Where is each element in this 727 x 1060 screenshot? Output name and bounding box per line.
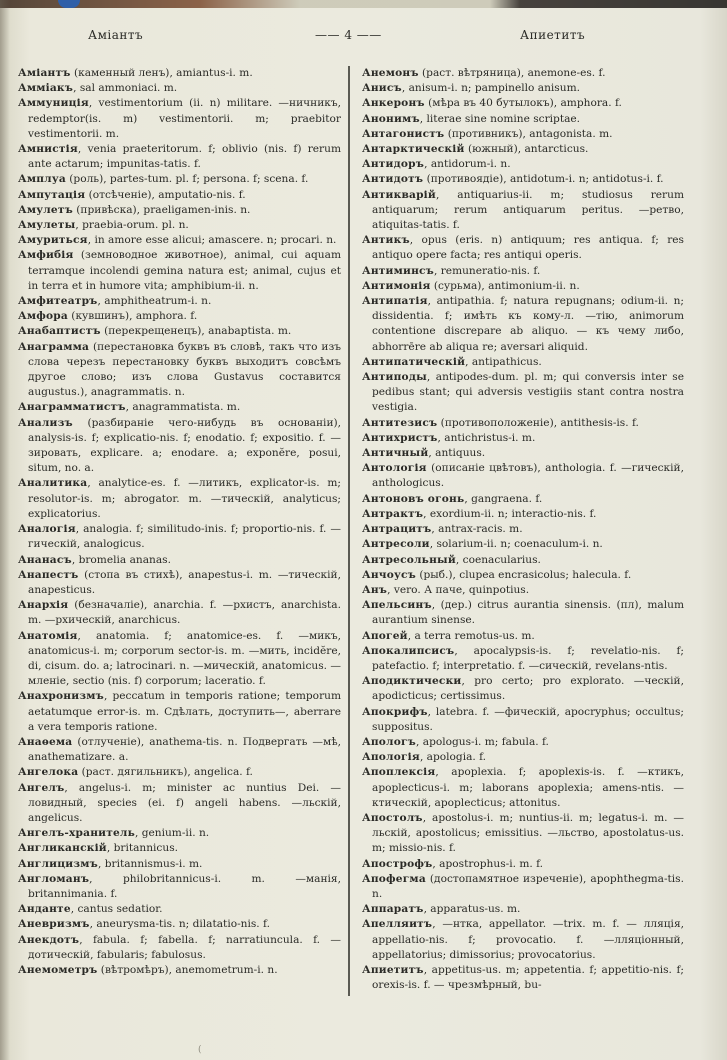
dictionary-entry: [362, 233, 684, 263]
dictionary-entry: [362, 81, 684, 96]
entry-headword: Апоплексія: [362, 766, 436, 779]
entry-headword: Античный: [362, 447, 429, 460]
dictionary-entry: [362, 553, 684, 568]
entry-definition: , antichristus-i. m.: [437, 431, 536, 444]
entry-headword: Анаѳема: [18, 735, 73, 748]
dictionary-entry: [362, 629, 684, 644]
entry-definition: (вѣтромѣръ), anemometrum-i. n.: [97, 963, 278, 976]
dictionary-entry: [18, 248, 341, 294]
entry-headword: Апологія: [362, 751, 420, 764]
entry-headword: Анапестъ: [18, 568, 79, 581]
entry-definition: (отлученіе), anathema-tis. n. Подвергать —мѣ, anathematizare. a.: [28, 735, 341, 764]
entry-definition: , britannismus-i. m.: [97, 857, 203, 870]
entry-headword: Антиминсъ: [362, 264, 434, 277]
entry-definition: , sal ammoniaci. m.: [73, 82, 178, 95]
dictionary-entry: [18, 309, 341, 324]
entry-definition: , gangraena. f.: [464, 492, 543, 505]
entry-headword: Антикварій: [362, 188, 436, 201]
entry-definition: (земноводное животное), animal, cui aquam terramque incolendi gemina natura est; animal, cujus et in terra et in humore vita; amphibium-ii. n.: [28, 249, 341, 292]
dictionary-entry: [362, 644, 684, 674]
entry-definition: , antiquarius-ii. m; studiosus rerum antiquarum; rerum antiquarum peritus. —ретво, atiquitas-tatis. f.: [372, 188, 684, 232]
dictionary-entry: [18, 324, 341, 339]
entry-definition: (достопамятное изреченіе), apophthegma-tis. n.: [372, 872, 684, 900]
entry-definition: , apocalypsis-is. f; revelatio-nis. f; patefactio. f; interpretatio. f. —сическій, revelans-ntis.: [372, 644, 684, 672]
dictionary-entry: [18, 781, 341, 827]
entry-definition: , antrax-racis. m.: [431, 523, 523, 536]
entry-headword: Антидотъ: [362, 173, 424, 186]
entry-headword: Амуриться: [18, 234, 88, 247]
entry-headword: Антипатія: [362, 295, 428, 308]
dictionary-entry: [18, 917, 341, 932]
dictionary-entry: [18, 66, 341, 81]
dictionary-entry: [362, 172, 684, 187]
entry-definition: , exordium-ii. n; interactio-nis. f.: [423, 507, 597, 520]
entry-headword: Ананасъ: [18, 553, 72, 566]
entry-headword: Анкеронъ: [362, 97, 425, 110]
entry-headword: Анекдотъ: [18, 933, 80, 946]
entry-definition: (привѣска), praeligamen-inis. n.: [72, 203, 251, 216]
entry-definition: (роль), partes-tum. pl. f; persona. f; scena. f.: [65, 173, 309, 186]
entry-definition: , apostrophus-i. m. f.: [432, 857, 544, 870]
entry-headword: Анаграмматистъ: [18, 401, 126, 414]
dictionary-entry: [362, 917, 684, 963]
entry-definition: , apoplexia. f; apoplexis-is. f. —ктикъ, apoplecticus-i. m; laborans apoplexia; amens-ntis. — ктическій, apoplecticus; attonitus.: [372, 766, 684, 809]
dictionary-entry: [18, 933, 341, 963]
entry-definition: , apparatus-us. m.: [423, 903, 521, 916]
right-column: [362, 66, 684, 993]
entry-definition: , amphitheatrum-i. n.: [97, 295, 212, 308]
entry-definition: , —нтка, appellator. —trix. m. f. — лляція, appellatio-nis. f; provocatio. f. —лляціонный, appellatorius; dimissorius; provocatorius.: [372, 918, 684, 961]
entry-headword: Анемонъ: [362, 67, 419, 79]
entry-headword: Ангелока: [18, 766, 79, 779]
entry-headword: Англицизмъ: [18, 857, 98, 870]
entry-headword: Амнистія: [18, 143, 78, 156]
entry-definition: (противоядіе), antidotum-i. n; antidotus-i. f.: [423, 173, 664, 186]
entry-headword: Апокалипсисъ: [362, 644, 455, 657]
entry-headword: Апофегма: [362, 872, 426, 885]
entry-headword: Антикъ: [362, 234, 410, 247]
dictionary-entry: [18, 172, 341, 187]
entry-headword: Апологъ: [362, 735, 417, 748]
entry-definition: , praebia-orum. pl. n.: [75, 219, 189, 232]
entry-headword: Англоманъ: [18, 872, 90, 885]
dictionary-entry: [18, 340, 341, 401]
entry-definition: , anisum-i. n; pampinello anisum.: [401, 82, 580, 95]
dictionary-entry: [18, 203, 341, 218]
entry-definition: (южный), antarcticus.: [464, 143, 589, 156]
entry-definition: , apostolus-i. m; nuntius-ii. m; legatus-i. m. —льскій, apostolicus; emissitius. —льство, apostolatus-us. m; missio-nis. f.: [372, 811, 684, 855]
entry-definition: , analogia. f; similitudo-inis. f; proportio-nis. f. —гическій, analogicus.: [28, 523, 341, 551]
entry-headword: Апельсинъ: [362, 599, 432, 612]
dictionary-entry: [18, 416, 341, 477]
entry-definition: , solarium-ii. n; coenaculum-i. n.: [429, 538, 603, 551]
dictionary-entry: [362, 355, 684, 370]
entry-definition: , vero. А паче, quinpotius.: [387, 583, 530, 596]
entry-definition: , fabula. f; fabella. f; narratiuncula. f. —дотическій, fabularis; fabulosus.: [28, 933, 341, 961]
dictionary-entry: [362, 96, 684, 111]
dictionary-entry: [362, 461, 684, 491]
entry-headword: Анчоусъ: [362, 568, 416, 581]
dictionary-entry: [362, 264, 684, 279]
entry-headword: Англиканскій: [18, 842, 107, 855]
entry-definition: , peccatum in temporis ratione; temporum aetatumque error-is. m. Сдѣлать, доступить—, aberrare a vera temporis ratione.: [28, 690, 341, 733]
entry-definition: , analytice-es. f. —литикъ, explicator-is. m; resolutor-is. m; abrogator. m. —тическій, analyticus; explicatorius.: [28, 477, 341, 520]
dictionary-entry: [362, 492, 684, 507]
dictionary-entry: [362, 522, 684, 537]
entry-headword: Аневризмъ: [18, 918, 90, 931]
entry-definition: , pro certo; pro explorato. —ческій, apodicticus; certissimus.: [372, 675, 684, 703]
entry-definition: (стопа въ стихѣ), anapestus-i. m. —тическій, anapesticus.: [28, 568, 341, 596]
entry-definition: , opus (eris. n) antiquum; res antiqua. f; res antiquo opere facta; res antiqui operis.: [372, 234, 684, 262]
entry-headword: Антиподы: [362, 371, 427, 384]
entry-headword: Ангелъ-хранитель: [18, 827, 135, 840]
entry-definition: , antipathia. f; natura repugnans; odium-ii. n; dissidentia. f; имѣть къ кому-л. —тію, animorum contentione discrepare ab aliquo. — къ чему либо, abhorrēre ab aliqua re; aversari aliquid.: [372, 295, 684, 353]
dictionary-entry: [18, 522, 341, 552]
dictionary-entry: [18, 689, 341, 735]
dictionary-entry: [362, 765, 684, 811]
entry-definition: , antipathicus.: [465, 355, 542, 368]
dictionary-entry: [362, 279, 684, 294]
dictionary-entry: [18, 841, 341, 856]
entry-headword: Аммiакъ: [18, 82, 74, 95]
entry-headword: Апелляитъ: [362, 918, 433, 931]
dictionary-entry: [362, 370, 684, 416]
entry-headword: Амфитеатръ: [18, 295, 98, 308]
dictionary-entry: [18, 826, 341, 841]
dictionary-entry: [362, 507, 684, 522]
entry-definition: (кувшинъ), amphora. f.: [67, 310, 198, 323]
entry-headword: Амулеты: [18, 219, 76, 232]
entry-definition: , antipodes-dum. pl. m; qui conversis inter se pedibus stant; qui adversis vestigiis stant contra nostra vestigia.: [372, 371, 684, 414]
entry-definition: , cantus sedatior.: [70, 903, 163, 916]
dictionary-entry: [362, 811, 684, 857]
entry-headword: Анализъ: [18, 416, 73, 429]
entry-definition: (разбираніе чего-нибудь въ основаніи), analysis-is. f; explicatio-nis. f; enodatio. f; expositio. f. —зировать, explicare. a; enodare. a; exponĕre, posui, situm, no. a.: [28, 416, 341, 475]
entry-definition: , anatomia. f; anatomice-es. f. —микъ, anatomicus-i. m; corporum sector-is. m. —мить, incidĕre, di, cisum. do. a; latrocinari. n. —мическій, anatomicus. —мленіе, sectio (nis. f) corporum; laceratio. f.: [28, 629, 341, 688]
entry-definition: , literae sine nomine scriptae.: [419, 112, 581, 125]
entry-headword: Анисъ: [362, 82, 402, 95]
entry-headword: Антрацитъ: [362, 523, 432, 536]
entry-headword: Аппаратъ: [362, 903, 424, 916]
entry-headword: Анабаптистъ: [18, 325, 101, 338]
left-column: [18, 66, 341, 978]
footer-mark: (: [198, 1045, 202, 1055]
entry-definition: , appetitus-us. m; appetentia. f; appetitio-nis. f; orexis-is. f. — чрезмѣрный, bu-: [372, 963, 684, 992]
entry-definition: , angelus-i. m; minister ac nuntius Dei. —ловидный, species (ei. f) angeli habens. —льскій, angelicus.: [28, 781, 341, 824]
entry-headword: Аподиктически: [362, 675, 462, 688]
dictionary-entry: [18, 142, 341, 172]
dictionary-entry: [362, 446, 684, 461]
entry-definition: , britannicus.: [106, 842, 178, 855]
dictionary-entry: [18, 233, 341, 248]
binding-shadow: [0, 0, 10, 1060]
entry-headword: Амфора: [18, 310, 68, 323]
entry-definition: (перекрещенецъ), anabaptista. m.: [100, 325, 292, 338]
dictionary-entry: [362, 431, 684, 446]
entry-definition: , venia praeteritorum. f; oblivio (nis. f) rerum ante actarum; impunitas-tatis. f.: [28, 143, 341, 171]
dictionary-entry: [18, 872, 341, 902]
entry-headword: Амулетъ: [18, 203, 73, 216]
dictionary-entry: [18, 598, 341, 628]
entry-headword: Анархія: [18, 599, 69, 612]
entry-headword: Анатомія: [18, 629, 78, 642]
dictionary-entry: [18, 857, 341, 872]
entry-definition: , a terra remotus-us. m.: [407, 629, 535, 642]
dictionary-entry: [362, 674, 684, 704]
dictionary-entry: [18, 400, 341, 415]
dictionary-entry: [18, 218, 341, 233]
dictionary-entry: [362, 857, 684, 872]
entry-headword: Амфибія: [18, 249, 74, 262]
dictionary-entry: [18, 294, 341, 309]
dictionary-entry: [362, 127, 684, 142]
entry-definition: , bromelia ananas.: [71, 553, 171, 566]
entry-headword: Анахронизмъ: [18, 690, 104, 703]
dictionary-entry: [362, 902, 684, 917]
dictionary-entry: [362, 157, 684, 172]
entry-headword: Антидоръ: [362, 158, 425, 171]
entry-headword: Антихристъ: [362, 431, 438, 444]
entry-headword: Амплуа: [18, 173, 66, 186]
entry-definition: , aneurysma-tis. n; dilatatio-nis. f.: [89, 918, 270, 931]
entry-headword: Аналитика: [18, 477, 88, 490]
entry-headword: Апокрифъ: [362, 705, 428, 718]
entry-headword: Анаграмма: [18, 340, 90, 353]
entry-headword: Анонимъ: [362, 112, 420, 125]
entry-definition: (описаніе цвѣтовъ), anthologia. f. —гическій, anthologicus.: [372, 462, 684, 490]
entry-headword: Анъ: [362, 583, 388, 596]
running-header: [0, 28, 727, 48]
dictionary-entry: [18, 568, 341, 598]
dictionary-entry: [362, 537, 684, 552]
entry-definition: , genium-ii. n.: [134, 827, 210, 840]
entry-definition: (противоположеніе), antithesis-is. f.: [437, 416, 639, 429]
dictionary-entry: [362, 416, 684, 431]
dictionary-entry: [362, 735, 684, 750]
entry-headword: Антарктическій: [362, 143, 465, 156]
dictionary-entry: [362, 583, 684, 598]
entry-headword: Апостолъ: [362, 811, 423, 824]
entry-headword: Антоновъ огонь: [362, 492, 465, 505]
dictionary-entry: [362, 598, 684, 628]
entry-definition: , in amore esse alicui; amascere. n; procari. n.: [87, 234, 337, 247]
dictionary-entry: [362, 705, 684, 735]
entry-definition: , coenacularius.: [455, 553, 541, 566]
dictionary-entry: [362, 66, 684, 81]
entry-definition: , vestimentorium (ii. n) militare. —ничникъ, redemptor(is. m) vestimentorii. m; praebitor vestimentorii. m.: [28, 97, 341, 140]
entry-definition: , antidorum-i. n.: [424, 158, 511, 171]
dictionary-entry: [18, 902, 341, 917]
entry-headword: Анданте: [18, 903, 71, 916]
dictionary-entry: [362, 112, 684, 127]
dictionary-entry: [18, 96, 341, 142]
left-running-head: Аміантъ: [88, 28, 144, 42]
entry-headword: Аммуниція: [18, 97, 89, 110]
entry-definition: (безначаліе), anarchia. f. —рхистъ, anarchista. m. —рхическій, anarchicus.: [28, 599, 341, 627]
entry-headword: Апиетитъ: [362, 963, 424, 976]
entry-headword: Апогей: [362, 629, 408, 642]
dictionary-entry: [362, 750, 684, 765]
entry-headword: Ампутація: [18, 188, 86, 201]
entry-definition: , antiquus.: [428, 447, 486, 460]
entry-definition: , philobritannicus-i. m. —манія, britannimania. f.: [28, 872, 341, 900]
page-number: —— 4 ——: [315, 28, 382, 42]
entry-headword: Антагонистъ: [362, 127, 445, 140]
entry-definition: (раст. вѣтряница), anemone-es. f.: [418, 67, 606, 79]
dictionary-entry: [18, 188, 341, 203]
entry-definition: (каменный ленъ), amiantus-i. m.: [70, 67, 253, 79]
dictionary-entry: [362, 568, 684, 583]
entry-definition: (перестановка буквъ въ словѣ, такъ что изъ слова черезъ перестановку буквъ выходитъ совсѣмъ другое слово; изъ слова Gustavus составится augustus.), anagrammatis. n.: [28, 340, 341, 399]
entry-definition: (противникъ), antagonista. m.: [444, 127, 613, 140]
dictionary-entry: [362, 294, 684, 355]
entry-definition: , remuneratio-nis. f.: [434, 264, 541, 277]
dictionary-entry: [18, 765, 341, 780]
entry-headword: Антресоли: [362, 538, 430, 551]
dictionary-entry: [362, 963, 684, 993]
dictionary-entry: [18, 476, 341, 522]
entry-definition: (рыб.), clupea encrasicolus; halecula. f.: [415, 568, 632, 581]
dictionary-entry: [362, 142, 684, 157]
column-divider: [348, 66, 350, 996]
entry-definition: , anagrammatista. m.: [125, 401, 241, 414]
entry-headword: Анемометръ: [18, 963, 98, 976]
entry-definition: (сурьма), antimonium-ii. n.: [430, 279, 580, 292]
entry-definition: (мѣра въ 40 бутылокъ), amphora. f.: [424, 97, 622, 110]
entry-definition: , apologia. f.: [419, 751, 487, 764]
entry-headword: Аналогія: [18, 523, 76, 536]
entry-headword: Аміантъ: [18, 67, 71, 79]
dictionary-entry: [362, 872, 684, 902]
dictionary-entry: [18, 553, 341, 568]
dictionary-entry: [18, 629, 341, 690]
entry-headword: Ангелъ: [18, 781, 65, 794]
entry-headword: Антипатическій: [362, 355, 466, 368]
dictionary-entry: [18, 963, 341, 978]
entry-definition: , latebra. f. —фическій, apocryphus; occultus; suppositus.: [372, 705, 684, 733]
entry-headword: Антологія: [362, 462, 427, 475]
dictionary-entry: [18, 735, 341, 765]
entry-headword: Апострофъ: [362, 857, 433, 870]
page-top-edge: [0, 0, 727, 8]
entry-headword: Антрактъ: [362, 507, 424, 520]
entry-definition: , apologus-i. m; fabula. f.: [416, 735, 549, 748]
entry-headword: Антресольный: [362, 553, 456, 566]
dictionary-entry: [362, 188, 684, 234]
entry-headword: Антитезисъ: [362, 416, 438, 429]
right-running-head: Апиетитъ: [520, 28, 586, 42]
entry-definition: (отсѣченіе), amputatio-nis. f.: [85, 188, 246, 201]
entry-headword: Антимонія: [362, 279, 431, 292]
entry-definition: , (дер.) citrus aurantia sinensis. (пл), malum aurantium sinense.: [372, 599, 684, 627]
dictionary-entry: [18, 81, 341, 96]
entry-definition: (раст. дягильникъ), angelica. f.: [78, 766, 253, 779]
